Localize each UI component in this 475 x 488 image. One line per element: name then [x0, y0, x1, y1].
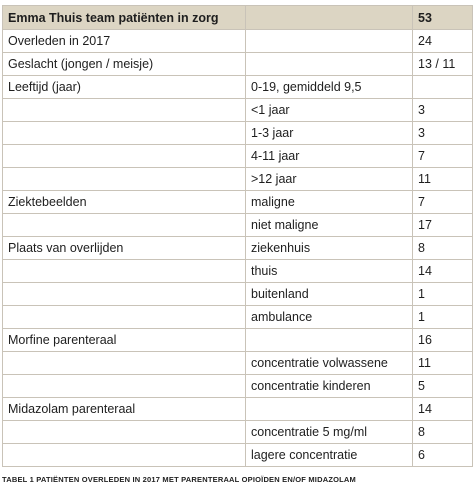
table-row: [3, 283, 473, 306]
row-detail-cell: 4-11 jaar: [246, 145, 413, 168]
row-value-cell: 6: [413, 444, 473, 467]
row-label-cell: [3, 99, 246, 122]
row-detail-cell: ambulance: [246, 306, 413, 329]
row-detail-cell: concentratie 5 mg/ml: [246, 421, 413, 444]
table-row: [3, 352, 473, 375]
row-detail-cell: [246, 53, 413, 76]
table-row: [3, 99, 473, 122]
row-value-cell: 17: [413, 214, 473, 237]
table-row: [3, 260, 473, 283]
table-row: [3, 214, 473, 237]
row-value-cell: 8: [413, 421, 473, 444]
row-label-cell: Ziektebeelden: [3, 191, 246, 214]
row-value-cell: 11: [413, 352, 473, 375]
row-detail-cell: <1 jaar: [246, 99, 413, 122]
table-row: [3, 306, 473, 329]
table-row: [3, 76, 473, 99]
row-detail-cell: 1-3 jaar: [246, 122, 413, 145]
row-detail-cell: [246, 398, 413, 421]
row-value-cell: 11: [413, 168, 473, 191]
row-detail-cell: [246, 30, 413, 53]
header-detail-cell: [246, 6, 413, 30]
row-label-cell: Morfine parenteraal: [3, 329, 246, 352]
row-value-cell: 14: [413, 398, 473, 421]
row-label-cell: [3, 145, 246, 168]
table-row: [3, 329, 473, 352]
row-label-cell: Plaats van overlijden: [3, 237, 246, 260]
row-detail-cell: lagere concentratie: [246, 444, 413, 467]
table-row: [3, 191, 473, 214]
header-value-cell: 53: [413, 6, 473, 30]
row-value-cell: 1: [413, 283, 473, 306]
row-label-cell: Geslacht (jongen / meisje): [3, 53, 246, 76]
row-label-cell: [3, 352, 246, 375]
row-label-cell: [3, 214, 246, 237]
row-label-cell: [3, 283, 246, 306]
row-label-cell: [3, 421, 246, 444]
row-detail-cell: ziekenhuis: [246, 237, 413, 260]
row-detail-cell: niet maligne: [246, 214, 413, 237]
row-detail-cell: 0-19, gemiddeld 9,5: [246, 76, 413, 99]
row-value-cell: 7: [413, 145, 473, 168]
row-value-cell: 16: [413, 329, 473, 352]
row-detail-cell: concentratie kinderen: [246, 375, 413, 398]
patients-table: [2, 5, 473, 467]
row-detail-cell: thuis: [246, 260, 413, 283]
row-value-cell: 13 / 11: [413, 53, 473, 76]
row-detail-cell: concentratie volwassene: [246, 352, 413, 375]
table-row: [3, 168, 473, 191]
header-label-cell: Emma Thuis team patiënten in zorg: [3, 6, 246, 30]
row-label-cell: [3, 375, 246, 398]
row-label-cell: Midazolam parenteraal: [3, 398, 246, 421]
row-value-cell: [413, 76, 473, 99]
row-value-cell: 7: [413, 191, 473, 214]
table-row: [3, 421, 473, 444]
row-value-cell: 24: [413, 30, 473, 53]
row-value-cell: 5: [413, 375, 473, 398]
table-row: [3, 375, 473, 398]
row-value-cell: 14: [413, 260, 473, 283]
table-row: [3, 237, 473, 260]
table-row: [3, 30, 473, 53]
row-label-cell: [3, 306, 246, 329]
row-label-cell: Leeftijd (jaar): [3, 76, 246, 99]
row-detail-cell: buitenland: [246, 283, 413, 306]
row-label-cell: [3, 122, 246, 145]
table-row: [3, 145, 473, 168]
row-value-cell: 8: [413, 237, 473, 260]
row-label-cell: [3, 168, 246, 191]
table-caption: TABEL 1 PATIËNTEN OVERLEDEN IN 2017 MET PARENTERAAL OPIOÏDEN EN/OF MIDAZOLAM: [2, 475, 356, 484]
row-value-cell: 1: [413, 306, 473, 329]
table-row: [3, 122, 473, 145]
row-detail-cell: >12 jaar: [246, 168, 413, 191]
row-detail-cell: maligne: [246, 191, 413, 214]
row-value-cell: 3: [413, 99, 473, 122]
row-label-cell: [3, 260, 246, 283]
row-value-cell: 3: [413, 122, 473, 145]
table-row: [3, 398, 473, 421]
row-label-cell: Overleden in 2017: [3, 30, 246, 53]
row-label-cell: [3, 444, 246, 467]
table-header-row: [3, 6, 473, 30]
table-row: [3, 53, 473, 76]
table-row: [3, 444, 473, 467]
row-detail-cell: [246, 329, 413, 352]
